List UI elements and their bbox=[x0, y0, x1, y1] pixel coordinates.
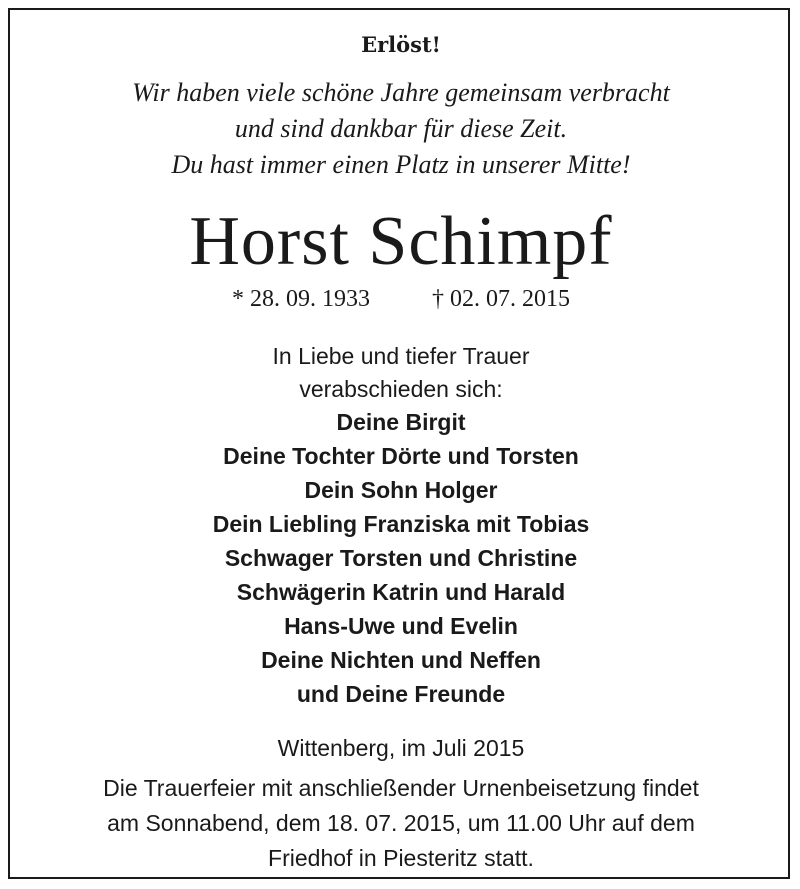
verse-line: Du hast immer einen Platz in unserer Mitte! bbox=[171, 150, 631, 179]
intro-line: In Liebe und tiefer Trauer bbox=[272, 343, 530, 369]
birth-date: * 28. 09. 1933 bbox=[232, 286, 370, 312]
mourner-line: Deine Tochter Dörte und Torsten bbox=[223, 443, 579, 469]
life-dates bbox=[10, 286, 792, 313]
mourner-line: Hans-Uwe und Evelin bbox=[284, 613, 518, 639]
death-date: † 02. 07. 2015 bbox=[432, 286, 570, 312]
verse-line: Wir haben viele schöne Jahre gemeinsam verbracht bbox=[132, 78, 670, 107]
funeral-info-line: Friedhof in Piesteritz statt. bbox=[268, 845, 534, 871]
mourner-line: Schwager Torsten und Christine bbox=[224, 545, 578, 571]
funeral-info-line: Die Trauerfeier mit anschließender Urnenbeisetzung findet bbox=[103, 775, 699, 801]
intro-line: verabschieden sich: bbox=[299, 376, 503, 402]
place-date: Wittenberg, im Juli 2015 bbox=[277, 735, 525, 761]
verse-line: und sind dankbar für diese Zeit. bbox=[234, 114, 568, 143]
mourner-line: Dein Liebling Franziska mit Tobias bbox=[212, 511, 590, 537]
mourner-line: Deine Birgit bbox=[336, 409, 466, 435]
deceased-name: Horst Schimpf bbox=[189, 203, 613, 280]
obituary-notice bbox=[8, 8, 790, 879]
mourner-line: Deine Nichten und Neffen bbox=[261, 647, 541, 673]
mourner-line: Schwägerin Katrin und Harald bbox=[236, 579, 566, 605]
mourner-line: Dein Sohn Holger bbox=[304, 477, 498, 503]
mourner-line: und Deine Freunde bbox=[296, 681, 506, 707]
funeral-info-line: am Sonnabend, dem 18. 07. 2015, um 11.00 Uhr auf dem bbox=[107, 810, 695, 836]
notice-heading: Erlöst! bbox=[361, 32, 441, 57]
